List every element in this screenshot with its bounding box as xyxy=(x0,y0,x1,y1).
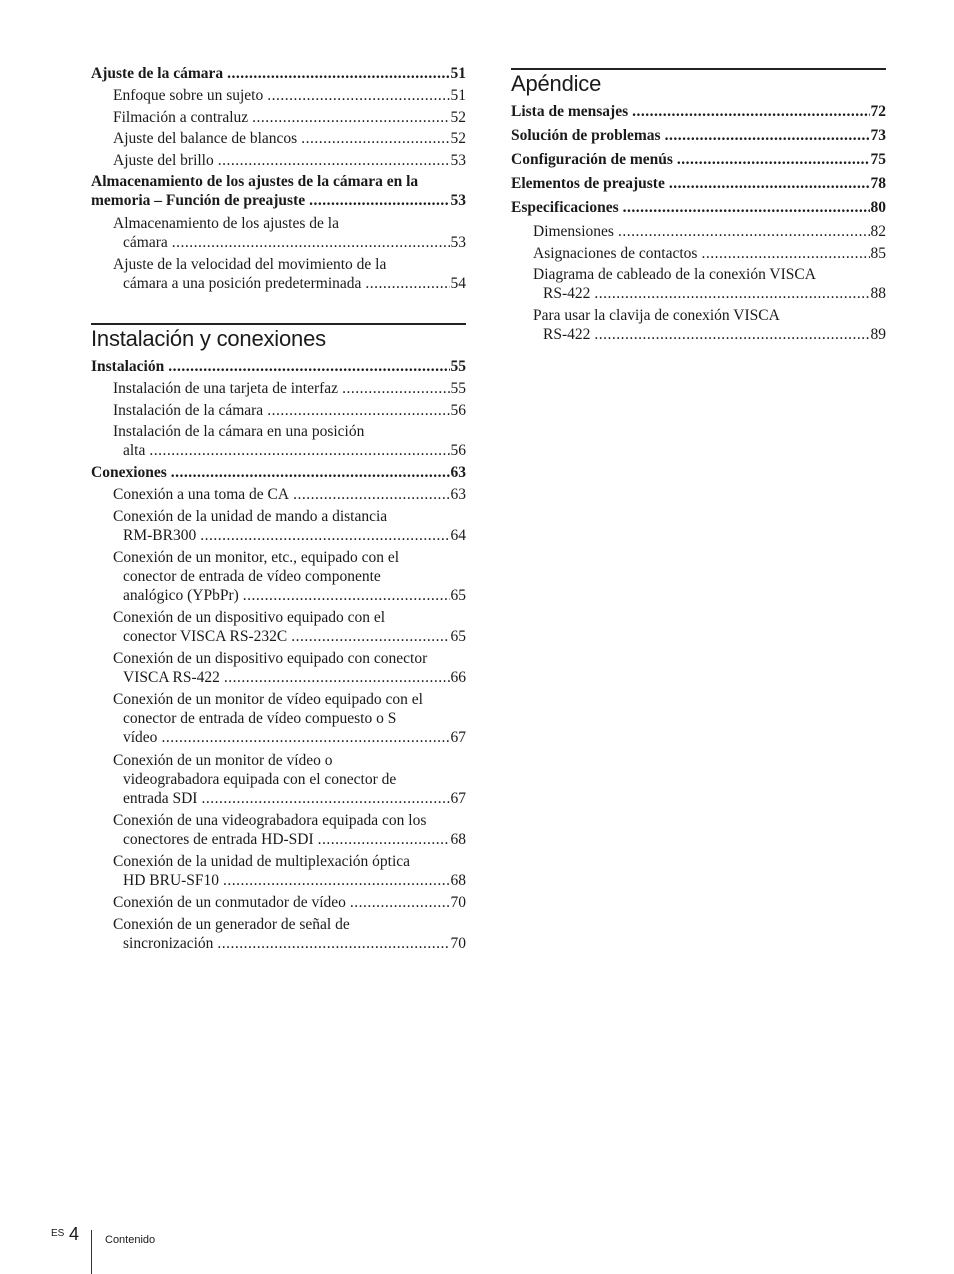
toc-entry-title: RS-422 xyxy=(543,326,591,343)
toc-entry-sub[interactable] xyxy=(113,401,466,420)
toc-entry-row xyxy=(113,86,466,105)
toc-leader-dots xyxy=(149,441,449,460)
toc-entry-title: conector VISCA RS-232C xyxy=(123,628,288,645)
toc-entry-page: 52 xyxy=(450,108,466,126)
toc-entry-main[interactable] xyxy=(91,357,466,376)
toc-entry-text-line: conector de entrada de vídeo componente xyxy=(123,567,381,585)
toc-entry-title: Ajuste del balance de blancos xyxy=(113,130,298,147)
toc-leader-dots xyxy=(318,830,450,849)
toc-leader-dots xyxy=(594,284,869,303)
toc-leader-dots xyxy=(291,627,449,646)
toc-entry-main[interactable] xyxy=(511,102,886,121)
toc-entry-sub[interactable] xyxy=(113,751,466,808)
toc-entry-page: 70 xyxy=(450,894,466,911)
toc-entry-text-line: Para usar la clavija de conexión VISCA xyxy=(533,307,780,324)
toc-leader-dots xyxy=(701,244,869,263)
toc-entry-page: 68 xyxy=(450,831,466,848)
toc-entry-row xyxy=(113,485,466,504)
toc-entry-page: 89 xyxy=(870,326,886,343)
toc-entry-row xyxy=(511,174,886,193)
toc-entry-text-line: Conexión de un dispositivo equipado con el xyxy=(113,609,386,626)
toc-entry-row xyxy=(113,728,466,747)
toc-entry-title: Instalación de una tarjeta de interfaz xyxy=(113,380,339,397)
toc-entry-page: 73 xyxy=(870,127,886,144)
toc-entry-row xyxy=(113,627,466,646)
toc-entry-row xyxy=(91,191,466,210)
toc-entry-title: Instalación de la cámara xyxy=(113,401,264,419)
toc-entry-text-line: Almacenamiento de los ajustes de la cámara en la xyxy=(91,173,419,190)
toc-entry-title: HD BRU-SF10 xyxy=(123,872,220,889)
toc-entry-page: 55 xyxy=(450,380,466,397)
toc-entry-row xyxy=(113,274,466,293)
toc-entry-text-line: Diagrama de cableado de la conexión VISCA xyxy=(533,266,816,283)
toc-entry-sub[interactable] xyxy=(113,507,466,545)
toc-entry-title: conectores de entrada HD-SDI xyxy=(123,831,314,848)
toc-entry-page: 53 xyxy=(450,233,466,251)
toc-entry-page: 68 xyxy=(450,872,466,889)
toc-entry-page: 72 xyxy=(870,103,886,120)
toc-entry-page: 75 xyxy=(870,151,886,168)
section-rule-apendice xyxy=(511,68,886,70)
toc-entry-text-line: Conexión de un monitor de vídeo equipado con el xyxy=(113,691,423,708)
toc-entry-row xyxy=(91,463,466,482)
toc-entry-main[interactable] xyxy=(91,64,466,83)
toc-entry-row xyxy=(533,244,886,263)
toc-entry-sub[interactable] xyxy=(113,852,466,890)
toc-entry-sub[interactable] xyxy=(113,811,466,849)
toc-entry-row xyxy=(113,441,466,460)
toc-entry-page: 53 xyxy=(450,192,466,209)
toc-entry-title: Conexiones xyxy=(91,464,167,481)
toc-entry-text-line: Instalación de la cámara en una posición xyxy=(113,423,365,440)
toc-entry-title: Elementos de preajuste xyxy=(511,175,665,192)
toc-leader-dots xyxy=(350,893,450,912)
toc-entry-sub[interactable] xyxy=(113,255,466,293)
toc-entry-row xyxy=(511,102,886,121)
toc-entry-row xyxy=(511,198,886,217)
toc-leader-dots xyxy=(623,198,870,217)
toc-entry-page: 66 xyxy=(450,669,466,686)
toc-entry-page: 53 xyxy=(450,151,466,169)
toc-entry-text-line: Conexión de la unidad de multiplexación óptica xyxy=(113,853,411,870)
toc-entry-title: analógico (YPbPr) xyxy=(123,586,239,604)
toc-leader-dots xyxy=(293,485,449,504)
section-title-apendice: Apéndice xyxy=(511,71,602,96)
toc-entry-row xyxy=(113,893,466,912)
toc-leader-dots xyxy=(309,191,449,210)
toc-entry-title: RS-422 xyxy=(543,285,591,302)
toc-entry-sub[interactable] xyxy=(113,379,466,398)
toc-entry-text-line: Conexión de un generador de señal de xyxy=(113,915,350,933)
toc-entry-sub[interactable] xyxy=(113,151,466,170)
toc-entry-text-line: Conexión de la unidad de mando a distancia xyxy=(113,507,388,525)
toc-entry-sub[interactable] xyxy=(113,129,466,148)
toc-entry-page: 51 xyxy=(450,65,466,82)
toc-entry-row xyxy=(511,150,886,169)
toc-entry-sub[interactable] xyxy=(113,915,466,953)
toc-entry-page: 67 xyxy=(450,789,466,807)
toc-entry-title: Especificaciones xyxy=(511,199,619,216)
toc-entry-page: 85 xyxy=(870,244,886,262)
toc-leader-dots xyxy=(665,126,870,145)
toc-leader-dots xyxy=(243,586,450,605)
toc-entry-title: Dimensiones xyxy=(533,223,614,240)
toc-entry-row xyxy=(113,871,466,890)
toc-entry-title: Filmación a contraluz xyxy=(113,108,249,126)
toc-entry-text-line: Conexión de un monitor de vídeo o xyxy=(113,751,333,769)
toc-entry-row xyxy=(113,526,466,545)
toc-entry-sub[interactable] xyxy=(533,265,886,303)
toc-leader-dots xyxy=(677,150,870,169)
toc-entry-title: RM-BR300 xyxy=(123,526,197,544)
toc-entry-title: Conexión a una toma de CA xyxy=(113,486,290,503)
toc-entry-text-line: Almacenamiento de los ajustes de la xyxy=(113,214,339,232)
toc-entry-text-line: videograbadora equipada con el conector de xyxy=(123,770,397,788)
toc-leader-dots xyxy=(365,274,449,293)
toc-entry-row xyxy=(113,401,466,420)
toc-entry-title: cámara a una posición predeterminada xyxy=(123,274,362,292)
section-rule-instalacion xyxy=(91,323,466,325)
toc-entry-title: memoria – Función de preajuste xyxy=(91,192,306,209)
toc-entry-main[interactable] xyxy=(511,126,886,145)
footer-language: ES xyxy=(51,1228,65,1239)
toc-entry-page: 88 xyxy=(870,285,886,302)
toc-leader-dots xyxy=(201,789,449,808)
toc-entry-row xyxy=(113,789,466,808)
toc-entry-page: 63 xyxy=(450,486,466,503)
toc-leader-dots xyxy=(301,129,449,148)
toc-entry-sub[interactable] xyxy=(533,244,886,263)
toc-entry-main[interactable] xyxy=(91,172,466,210)
toc-entry-row xyxy=(91,357,466,376)
toc-entry-title: Instalación xyxy=(91,358,165,375)
toc-entry-page: 65 xyxy=(450,628,466,645)
toc-entry-row xyxy=(113,129,466,148)
toc-leader-dots xyxy=(217,934,449,953)
toc-leader-dots xyxy=(200,526,449,545)
toc-entry-sub[interactable] xyxy=(113,86,466,105)
toc-leader-dots xyxy=(669,174,870,193)
toc-entry-title: Conexión de un conmutador de vídeo xyxy=(113,894,346,911)
toc-entry-title: vídeo xyxy=(123,729,158,746)
toc-entry-sub[interactable] xyxy=(113,893,466,912)
toc-entry-row xyxy=(91,64,466,83)
toc-entry-sub[interactable] xyxy=(533,306,886,344)
toc-entry-sub[interactable] xyxy=(113,108,466,127)
toc-entry-row xyxy=(533,222,886,241)
footer-section-label: Contenido xyxy=(105,1234,156,1246)
toc-entry-sub[interactable] xyxy=(113,548,466,605)
toc-entry-row xyxy=(113,151,466,170)
toc-entry-title: Enfoque sobre un sujeto xyxy=(113,87,264,104)
toc-entry-page: 55 xyxy=(450,358,466,375)
toc-entry-page: 56 xyxy=(450,442,466,459)
toc-entry-row xyxy=(113,830,466,849)
toc-entry-row xyxy=(511,126,886,145)
toc-entry-sub[interactable] xyxy=(113,422,466,460)
toc-leader-dots xyxy=(252,108,449,127)
toc-entry-text-line: conector de entrada de vídeo compuesto o S xyxy=(123,710,397,727)
toc-entry-row xyxy=(533,284,886,303)
toc-entry-title: Configuración de menús xyxy=(511,151,673,168)
toc-entry-title: Ajuste del brillo xyxy=(113,151,214,169)
toc-entry-main[interactable] xyxy=(511,174,886,193)
toc-entry-title: alta xyxy=(123,442,146,459)
toc-leader-dots xyxy=(224,668,450,687)
toc-leader-dots xyxy=(168,357,449,376)
toc-leader-dots xyxy=(594,325,869,344)
toc-entry-sub[interactable] xyxy=(113,608,466,646)
toc-entry-sub[interactable] xyxy=(113,485,466,504)
toc-entry-main[interactable] xyxy=(511,198,886,217)
toc-entry-sub[interactable] xyxy=(113,649,466,687)
toc-leader-dots xyxy=(227,64,449,83)
toc-entry-title: VISCA RS-422 xyxy=(123,669,220,686)
toc-entry-title: Asignaciones de contactos xyxy=(533,244,698,262)
toc-entry-row xyxy=(113,668,466,687)
toc-entry-page: 63 xyxy=(450,464,466,481)
toc-entry-text-line: Ajuste de la velocidad del movimiento de la xyxy=(113,255,387,273)
toc-entry-title: Solución de problemas xyxy=(511,127,661,144)
toc-entry-row xyxy=(533,325,886,344)
toc-entry-sub[interactable] xyxy=(113,690,466,747)
section-title-instalacion: Instalación y conexiones xyxy=(91,326,326,351)
toc-entry-sub[interactable] xyxy=(533,222,886,241)
toc-entry-title: cámara xyxy=(123,233,168,251)
toc-entry-text-line: Conexión de una videograbadora equipada con los xyxy=(113,812,427,829)
toc-entry-row xyxy=(113,233,466,252)
toc-entry-page: 80 xyxy=(870,199,886,216)
toc-leader-dots xyxy=(267,86,449,105)
toc-leader-dots xyxy=(618,222,870,241)
toc-entry-page: 56 xyxy=(450,401,466,419)
toc-entry-page: 65 xyxy=(450,586,466,604)
toc-entry-row xyxy=(113,934,466,953)
toc-entry-page: 54 xyxy=(450,274,466,292)
toc-entry-row xyxy=(113,108,466,127)
toc-entry-text-line: Conexión de un dispositivo equipado con conector xyxy=(113,650,428,667)
toc-entry-sub[interactable] xyxy=(113,214,466,252)
toc-entry-page: 78 xyxy=(870,175,886,192)
toc-entry-page: 52 xyxy=(450,130,466,147)
toc-leader-dots xyxy=(632,102,869,121)
toc-leader-dots xyxy=(267,401,449,420)
toc-entry-main[interactable] xyxy=(511,150,886,169)
toc-leader-dots xyxy=(218,151,450,170)
toc-entry-title: Lista de mensajes xyxy=(511,103,629,120)
toc-entry-row xyxy=(113,379,466,398)
footer-divider xyxy=(91,1230,92,1274)
toc-entry-main[interactable] xyxy=(91,463,466,482)
toc-entry-page: 64 xyxy=(450,526,466,544)
toc-entry-page: 67 xyxy=(450,729,466,746)
toc-entry-page: 82 xyxy=(870,223,886,240)
toc-entry-page: 70 xyxy=(450,934,466,952)
toc-entry-title: Ajuste de la cámara xyxy=(91,65,224,82)
toc-leader-dots xyxy=(223,871,449,890)
toc-leader-dots xyxy=(161,728,449,747)
toc-leader-dots xyxy=(172,233,450,252)
toc-entry-title: sincronización xyxy=(123,934,214,952)
toc-leader-dots xyxy=(342,379,449,398)
toc-entry-text-line: Conexión de un monitor, etc., equipado con el xyxy=(113,548,400,566)
toc-entry-row xyxy=(113,586,466,605)
toc-entry-title: entrada SDI xyxy=(123,789,198,807)
footer-page-number: 4 xyxy=(69,1224,80,1244)
toc-leader-dots xyxy=(171,463,450,482)
toc-entry-page: 51 xyxy=(450,87,466,104)
